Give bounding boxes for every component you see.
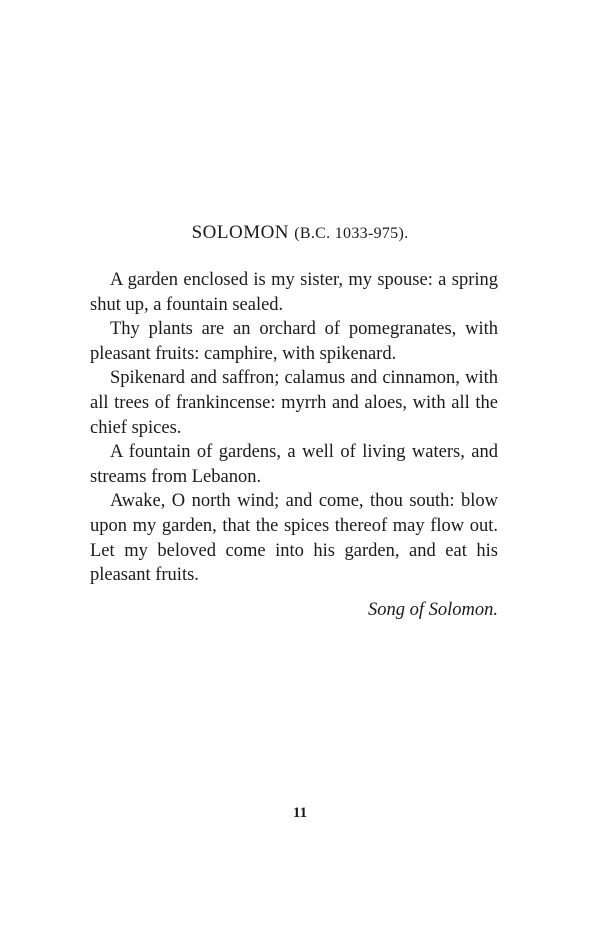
paragraph-2: Thy plants are an orchard of pomegranates, with pleasant fruits: camphire, with spikenard. — [90, 319, 498, 364]
paragraph-3: Spikenard and saffron; calamus and cinnamon, with all trees of frankincense: myrrh and aloes, with all the chief spices. — [90, 368, 498, 438]
paragraph-4: A fountain of gardens, a well of living waters, and streams from Lebanon. — [90, 442, 498, 487]
paragraph-1: A garden enclosed is my sister, my spouse: a spring shut up, a fountain sealed. — [90, 270, 498, 315]
paragraph-5: Awake, O north wind; and come, thou south: blow upon my garden, that the spices thereof may flow out. Let my beloved come into his garden, and eat his pleasant fruits. — [90, 491, 498, 586]
heading-date: (B.C. 1033-975). — [294, 225, 409, 242]
page-heading — [0, 222, 600, 244]
page-number: 11 — [292, 805, 308, 821]
poem-text — [90, 268, 498, 588]
source-attribution: Song of Solomon. — [367, 600, 498, 620]
heading-author: SOLOMON — [191, 222, 290, 243]
